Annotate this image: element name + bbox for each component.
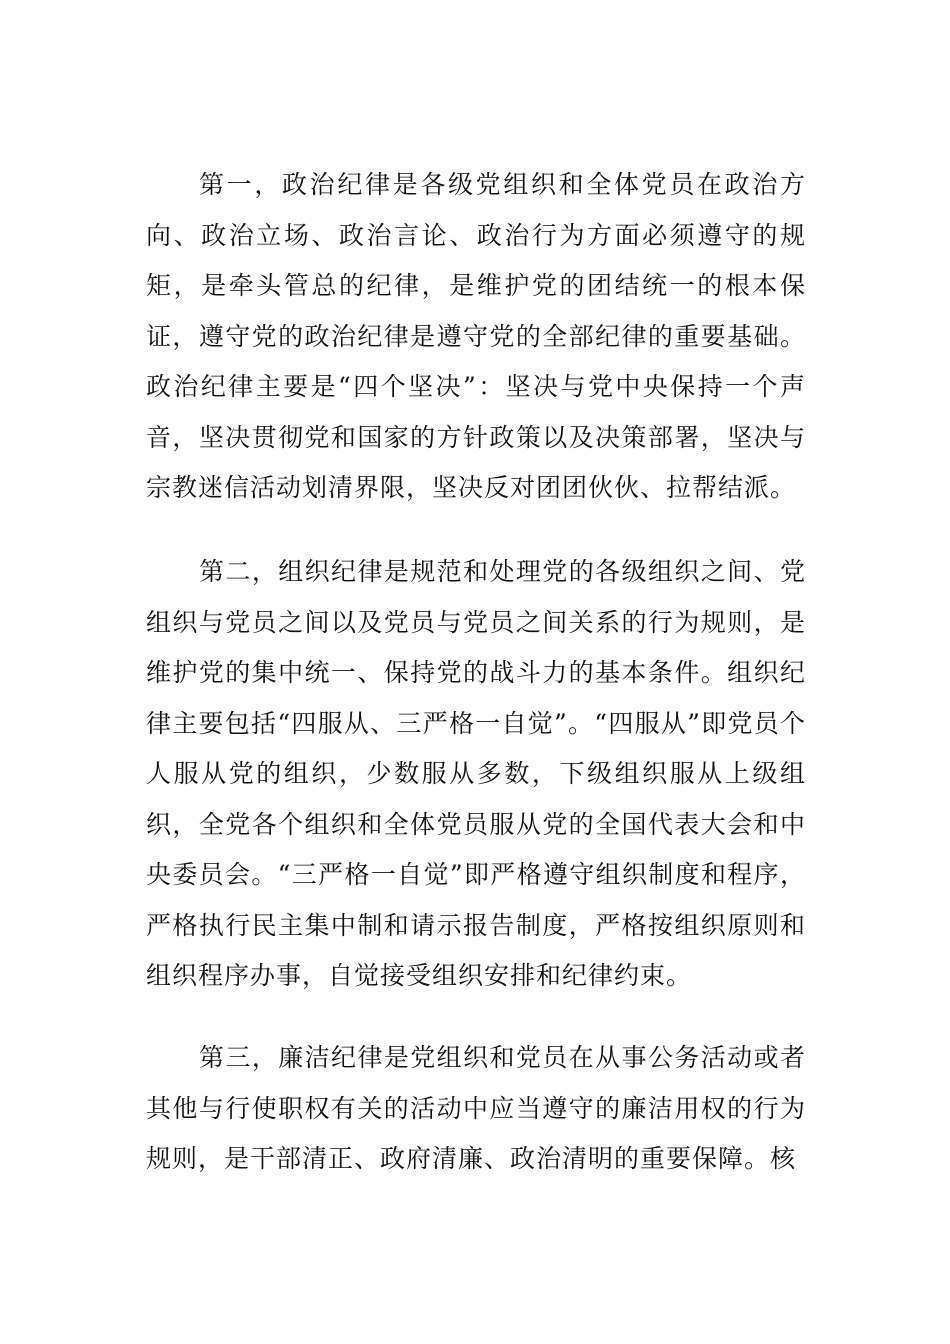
paragraph-integrity-discipline: 第三，廉洁纪律是党组织和党员在从事公务活动或者其他与行使职权有关的活动中应当遵守的廉洁用权的行为规则，是干部清正、政府清廉、政治清明的重要保障。核: [146, 1043, 806, 1173]
paragraph-organizational-discipline: 第二，组织纪律是规范和处理党的各级组织之间、党组织与党员之间以及党员与党员之间关系的行为规则，是维护党的集中统一、保持党的战斗力的基本条件。组织纪律主要包括“四服从、三严格一自觉”。“四服从”即党员个人服从党的组织，少数服从多数，下级组织服从上级组织，全党各个组织和全体党员服从党的全国代表大会和中央委员会。“三严格一自觉”即严格遵守组织制度和程序，严格执行民主集中制和请示报告制度，严格按组织原则和组织程序办事，自觉接受组织安排和纪律约束。: [146, 557, 806, 990]
paragraph-political-discipline: 第一，政治纪律是各级党组织和全体党员在政治方向、政治立场、政治言论、政治行为方面必须遵守的规矩，是牵头管总的纪律，是维护党的团结统一的根本保证，遵守党的政治纪律是遵守党的全部纪律的重要基础。政治纪律主要是“四个坚决”：坚决与党中央保持一个声音，坚决贯彻党和国家的方针政策以及决策部署，坚决与宗教迷信活动划清界限，坚决反对团团伙伙、拉帮结派。: [146, 170, 806, 502]
